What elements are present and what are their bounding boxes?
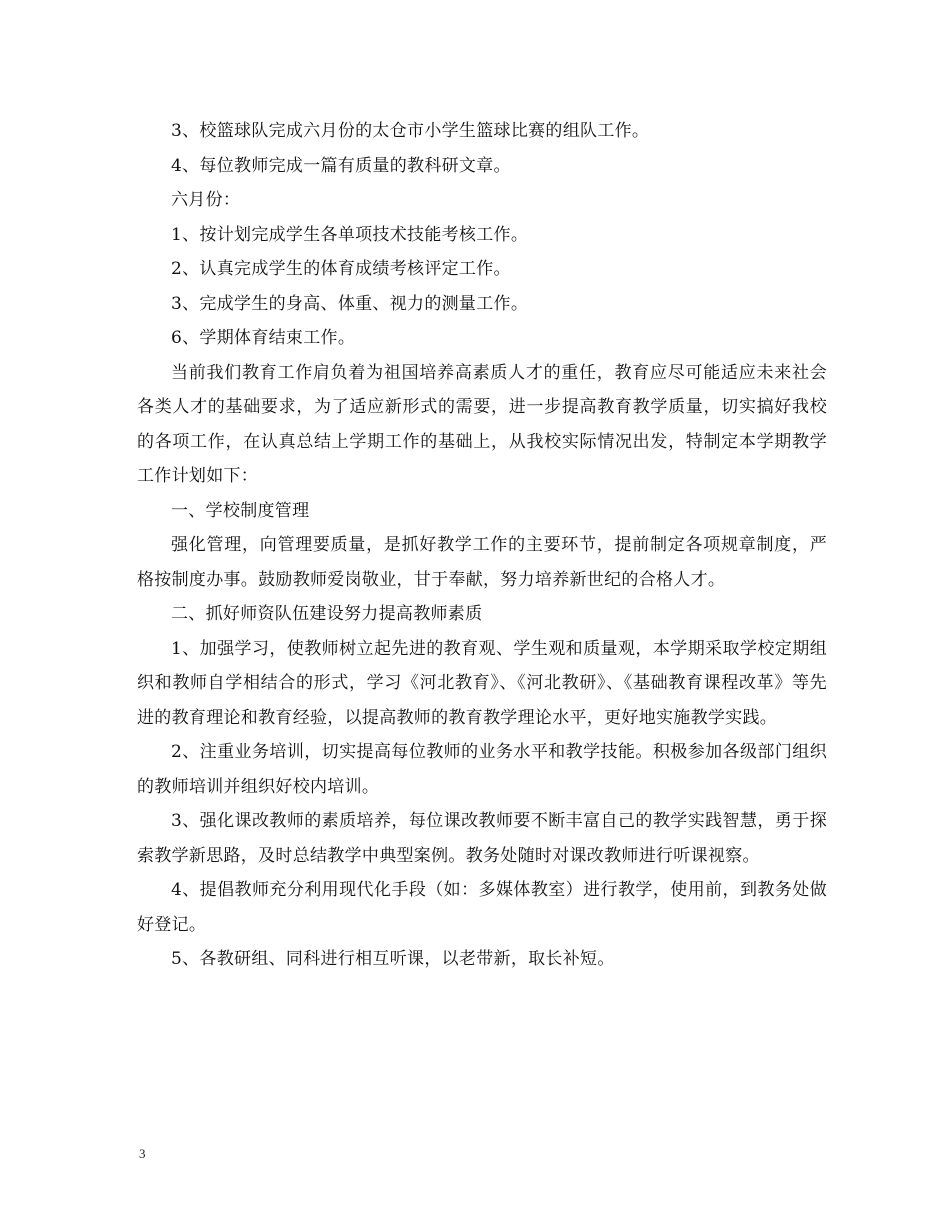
- paragraph-intro-plan: 当前我们教育工作肩负着为祖国培养高素质人才的重任，教育应尽可能适应未来社会各类人才的基础要求，为了适应新形式的需要，进一步提高教育教学质量，切实搞好我校的各项工作，在认真总结上学期工作的基础上，从我校实际情况出发，特制定本学期教学工作计划如下：: [137, 362, 827, 486]
- paragraph-pe-grade-evaluation: 2、认真完成学生的体育成绩考核评定工作。: [171, 259, 511, 279]
- paragraph-strengthen-learning: 1、加强学习，使教师树立起先进的教育观、学生观和质量观，本学期采取学校定期组织和教师自学相结合的形式，学习《河北教育》、《河北教研》、《基础教育课程改革》等先进的教育理论和教育经验，以提高教师的教育教学理论水平，更好地实施教学实践。: [137, 638, 827, 728]
- document-body: [137, 114, 827, 977]
- paragraph-skill-assessment: 1、按计划完成学生各单项技术技能考核工作。: [171, 224, 529, 245]
- paragraph-curriculum-reform: 3、强化课改教师的素质培养，每位课改教师要不断丰富自己的教学实践智慧，勇于探索教学新思路，及时总结教学中典型案例。教务处随时对课改教师进行听课视察。: [137, 811, 827, 866]
- paragraph-basketball-team: 3、校篮球队完成六月份的太仓市小学生篮球比赛的组队工作。: [171, 121, 650, 141]
- page-number: 3: [139, 1146, 146, 1161]
- paragraph-body-measurement: 3、完成学生的身高、体重、视力的测量工作。: [171, 293, 529, 314]
- paragraph-research-article: 4、每位教师完成一篇有质量的教科研文章。: [171, 155, 511, 176]
- paragraph-peer-observation: 5、各教研组、同科进行相互听课，以老带新，取长补短。: [171, 949, 615, 969]
- paragraph-june-heading: 六月份：: [171, 190, 241, 210]
- paragraph-multimedia-use: 4、提倡教师充分利用现代化手段（如：多媒体教室）进行教学，使用前，到教务处做好登记。: [137, 880, 827, 935]
- section-heading-school-management: 一、学校制度管理: [171, 500, 310, 521]
- paragraph-strengthen-management: 强化管理，向管理要质量，是抓好教学工作的主要环节，提前制定各项规章制度，严格按制度办事。鼓励教师爱岗敬业，甘于奉献，努力培养新世纪的合格人才。: [137, 535, 827, 590]
- section-heading-teacher-quality: 二、抓好师资队伍建设努力提高教师素质: [171, 604, 483, 624]
- paragraph-business-training: 2、注重业务培训，切实提高每位教师的业务水平和教学技能。积极参加各级部门组织的教师培训并组织好校内培训。: [137, 742, 827, 797]
- paragraph-term-end-work: 6、学期体育结束工作。: [171, 328, 356, 348]
